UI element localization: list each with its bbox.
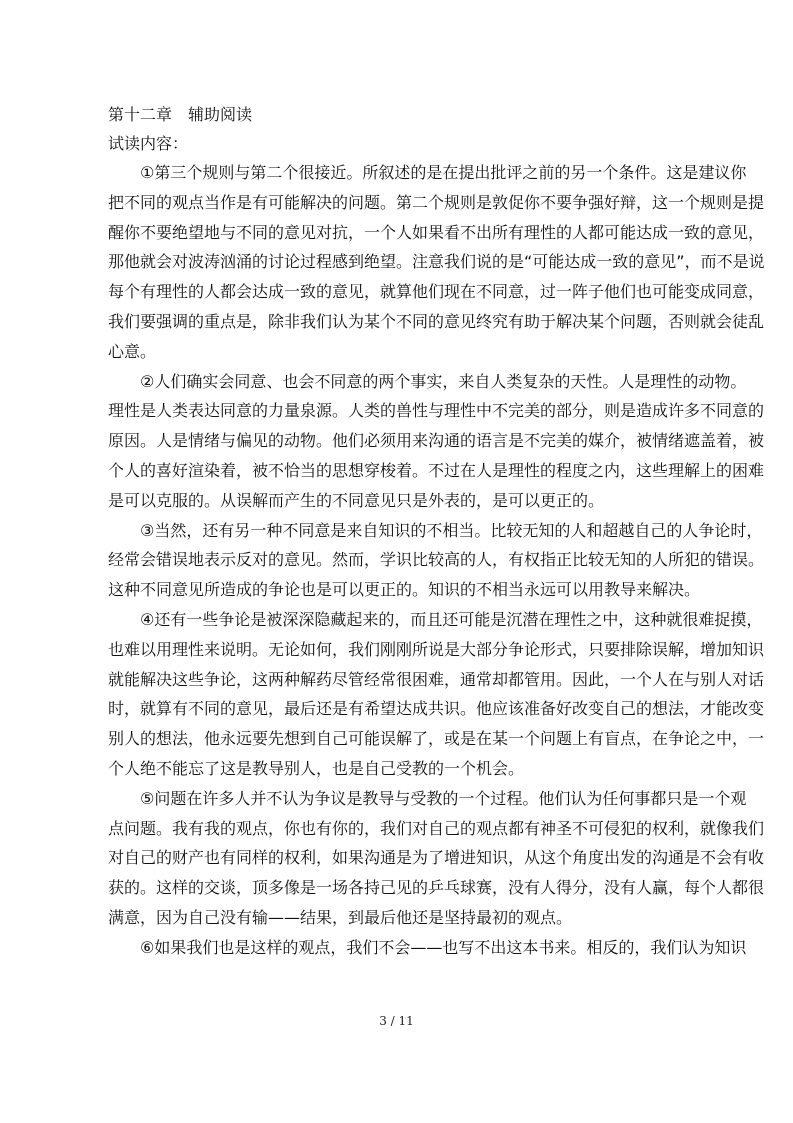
document-body <box>108 100 765 963</box>
paragraph-line: 点问题。我有我的观点，你也有你的，我们对自己的观点都有神圣不可侵犯的权利，就像我们 <box>108 818 765 838</box>
paragraph-2 <box>108 367 765 516</box>
paragraph-line: ①第三个规则与第二个很接近。所叙述的是在提出批评之前的另一个条件。这是建议你 <box>140 163 747 182</box>
paragraph-line: 醒你不要绝望地与不同的意见对抗，一个人如果看不出所有理性的人都可能达成一致的意见， <box>108 222 765 242</box>
paragraph-3 <box>108 516 765 605</box>
paragraph-line: 那他就会对波涛汹涌的讨论过程感到绝望。注意我们说的是“可能达成一致的意见”，而不是说 <box>108 252 765 272</box>
paragraph-line: 把不同的观点当作是有可能解决的问题。第二个规则是敦促你不要争强好辩，这一个规则是提 <box>108 192 765 212</box>
paragraph-line: 是可以克服的。从误解而产生的不同意见只是外表的，是可以更正的。 <box>108 490 605 510</box>
paragraph-line: ⑤问题在许多人并不认为争议是教导与受教的一个过程。他们认为任何事都只是一个观 <box>140 788 747 808</box>
paragraph-line: 就能解决这些争论，这两种解药尽管经常很困难，通常却都管用。因此，一个人在与别人对话 <box>108 669 765 689</box>
section-label: 试读内容： <box>108 134 189 153</box>
paragraph-4 <box>108 605 765 784</box>
paragraph-line: ⑥如果我们也是这样的观点，我们不会——也写不出这本书来。相反的，我们认为知识 <box>140 937 747 957</box>
paragraph-line: 别人的想法，他永远要先想到自己可能误解了，或是在某一个问题上有盲点，在争论之中，一 <box>108 729 765 749</box>
paragraph-line: 经常会错误地表示反对的意见。然而，学识比较高的人，有权指正比较无知的人所犯的错误。 <box>108 550 765 570</box>
paragraph-line: 心意。 <box>108 341 157 361</box>
paragraph-5 <box>108 784 765 933</box>
paragraph-line: 满意，因为自己没有输——结果，到最后他还是坚持最初的观点。 <box>108 907 573 927</box>
paragraph-line: 时，就算有不同的意见，最后还是有希望达成共识。他应该准备好改变自己的想法，才能改变 <box>108 699 765 719</box>
paragraph-line: ②人们确实会同意、也会不同意的两个事实，来自人类复杂的天性。人是理性的动物。 <box>140 371 747 391</box>
paragraph-line: 个人的喜好渲染着，被不恰当的思想穿梭着。不过在人是理性的程度之内，这些理解上的困难 <box>108 460 765 480</box>
page-number: 3 / 11 <box>379 1014 414 1028</box>
paragraph-6 <box>108 933 747 963</box>
paragraph-line: ③当然，还有另一种不同意是来自知识的不相当。比较无知的人和超越自己的人争论时， <box>140 520 763 540</box>
paragraph-line: 原因。人是情绪与偏见的动物。他们必须用来沟通的语言是不完美的媒介，被情绪遮盖着，被 <box>108 431 765 451</box>
paragraph-line: 每个有理性的人都会达成一致的意见，就算他们现在不同意，过一阵子他们也可能变成同意， <box>108 282 765 302</box>
paragraph-line: 我们要强调的重点是，除非我们认为某个不同的意见终究有助于解决某个问题，否则就会徒乱 <box>108 311 765 331</box>
paragraph-line: 理性是人类表达同意的力量泉源。人类的兽性与理性中不完美的部分，则是造成许多不同意的 <box>108 401 765 421</box>
paragraph-line: 获的。这样的交谈，顶多像是一场各持己见的乒乓球赛，没有人得分，没有人赢，每个人都很 <box>108 878 765 898</box>
paragraph-1 <box>108 158 765 367</box>
chapter-title: 第十二章 辅助阅读 <box>108 105 253 124</box>
paragraph-line: 这种不同意见所造成的争论也是可以更正的。知识的不相当永远可以用教导来解决。 <box>108 580 701 600</box>
paragraph-line: 也难以用理性来说明。无论如何，我们刚刚所说是大部分争论形式，只要排除误解，增加知识 <box>108 639 765 659</box>
paragraph-line: ④还有一些争论是被深深隐藏起来的，而且还可能是沉潜在理性之中，这种就很难捉摸， <box>140 609 763 629</box>
paragraph-line: 对自己的财产也有同样的权利，如果沟通是为了增进知识，从这个角度出发的沟通是不会有收 <box>108 848 765 868</box>
paragraph-line: 个人绝不能忘了这是教导别人，也是自己受教的一个机会。 <box>108 758 525 778</box>
